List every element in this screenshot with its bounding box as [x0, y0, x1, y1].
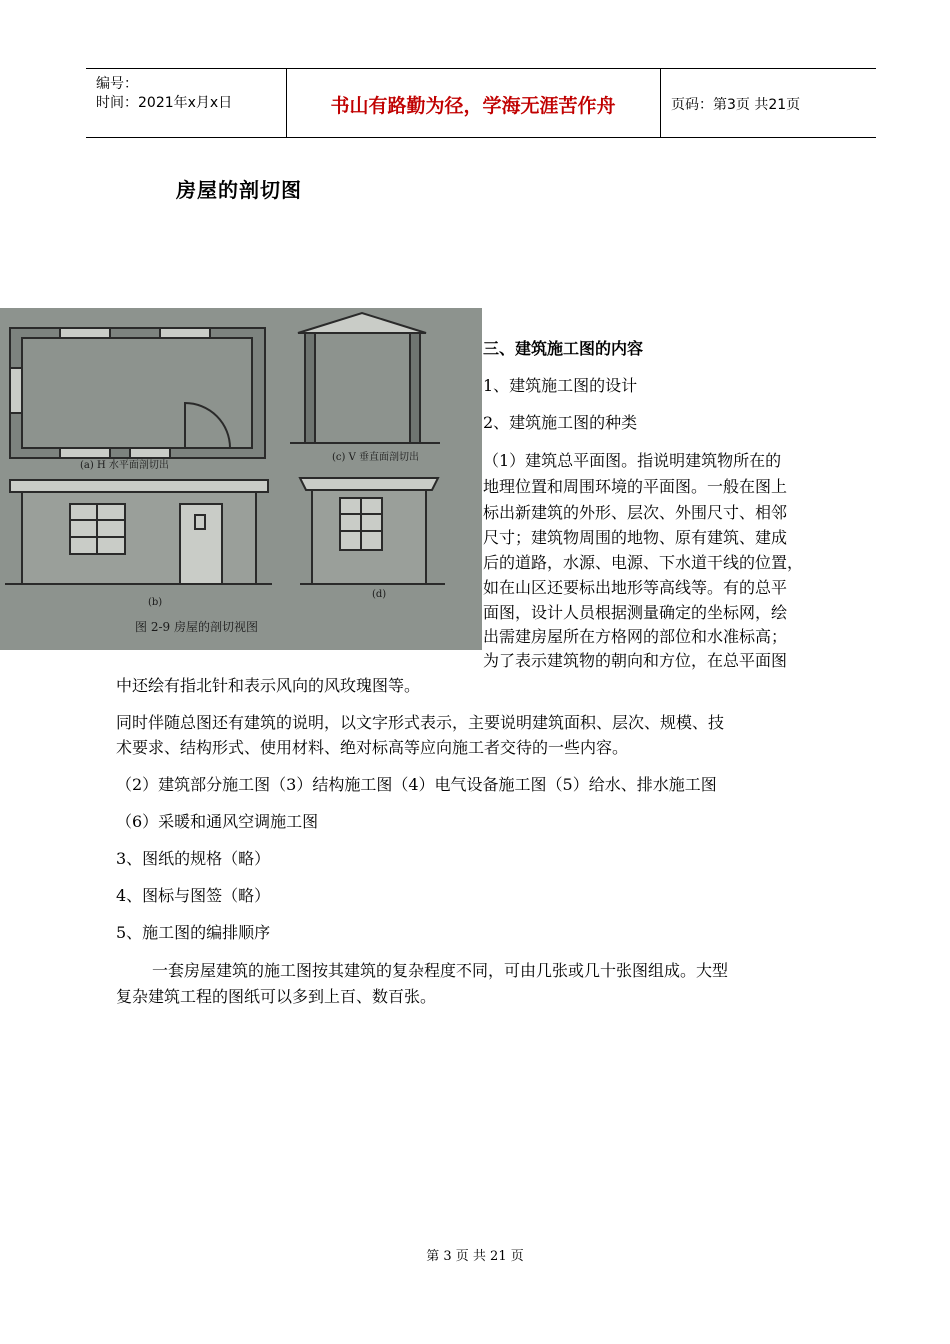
- para1-line: 尺寸；建筑物周围的地物、原有建筑、建成: [483, 528, 788, 547]
- section-heading: 三、建筑施工图的内容: [483, 339, 644, 358]
- para1-line: 如在山区还要标出地形等高线等。有的总平: [483, 578, 788, 597]
- page-header: [86, 68, 876, 138]
- para1-line: 出需建房屋所在方格网的部位和水准标高；: [483, 627, 788, 646]
- page-title: 房屋的剖切图: [176, 178, 302, 202]
- para2-line: 术要求、结构形式、使用材料、绝对标高等应向施工者交待的一些内容。: [116, 738, 629, 757]
- para1-line: 地理位置和周围环境的平面图。一般在图上: [483, 477, 788, 496]
- para1-line: （1）建筑总平面图。指说明建筑物所在的: [483, 451, 782, 470]
- figure-caption-main: 图 2-9 房屋的剖切视图: [135, 620, 258, 634]
- para2-line: 同时伴随总图还有建筑的说明，以文字形式表示，主要说明建筑面积、层次、规模、技: [116, 713, 725, 732]
- para1-line: 标出新建筑的外形、层次、外围尺寸、相邻: [483, 503, 788, 522]
- item-order: 5、施工图的编排顺序: [116, 923, 271, 942]
- house-section-figure: [0, 308, 482, 650]
- para3-line: 复杂建筑工程的图纸可以多到上百、数百张。: [116, 987, 437, 1006]
- item-design: 1、建筑施工图的设计: [483, 376, 638, 395]
- para1-line: 为了表示建筑物的朝向和方位，在总平面图: [483, 651, 788, 670]
- para1-line: 面图，设计人员根据测量确定的坐标网，绘: [483, 603, 788, 622]
- para3-line: 一套房屋建筑的施工图按其建筑的复杂程度不同，可由几张或几十张图组成。大型: [152, 961, 729, 980]
- para1-line: 后的道路，水源、电源、下水道干线的位置，: [483, 553, 804, 572]
- header-time: 时间：2021年x月x日: [96, 95, 233, 111]
- figure-caption-d: (d): [372, 589, 387, 600]
- page-footer: 第 3 页 共 21 页: [426, 1249, 524, 1264]
- header-number: 编号：: [96, 76, 138, 92]
- header-page: 页码：第3页 共21页: [671, 97, 801, 113]
- drawing-types-line: （2）建筑部分施工图（3）结构施工图（4）电气设备施工图（5）给水、排水施工图: [116, 775, 717, 794]
- figure-caption-b: (b): [148, 597, 163, 608]
- header-motto: 书山有路勤为径，学海无涯苦作舟: [330, 95, 616, 117]
- item-specs: 3、图纸的规格（略）: [116, 849, 271, 868]
- figure-caption-c: (c) V 垂直面剖切出: [332, 452, 419, 463]
- para1-line: 中还绘有指北针和表示风向的风玫瑰图等。: [116, 676, 421, 695]
- hvac-line: （6）采暖和通风空调施工图: [116, 812, 319, 831]
- header-divider: [660, 69, 661, 137]
- item-title-block: 4、图标与图签（略）: [116, 886, 271, 905]
- figure-caption-a: (a) H 水平面剖切出: [80, 460, 169, 471]
- item-types: 2、建筑施工图的种类: [483, 413, 638, 432]
